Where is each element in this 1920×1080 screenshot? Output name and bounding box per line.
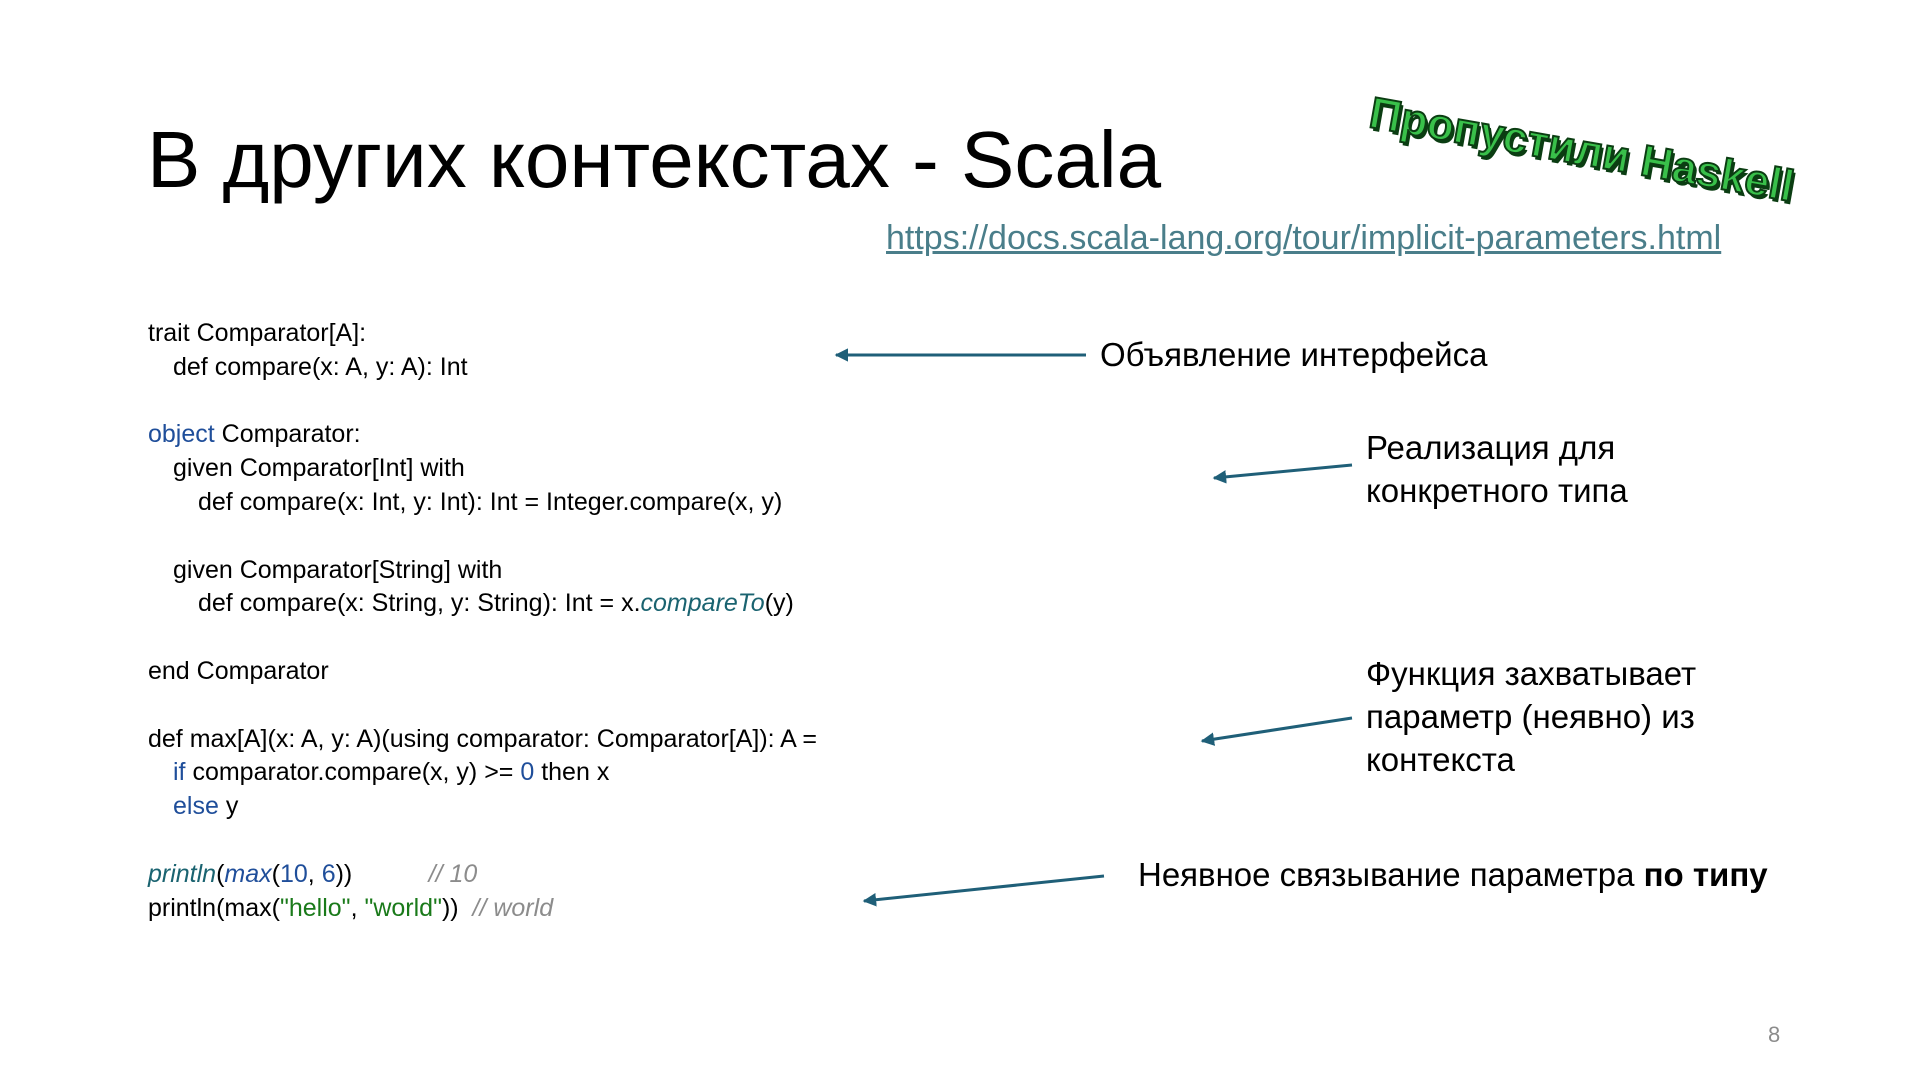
code-line <box>148 351 817 385</box>
code-keyword: else <box>173 792 219 821</box>
code-line <box>148 486 817 520</box>
note-text: конкретного типа <box>1366 472 1628 509</box>
code-line <box>148 892 817 926</box>
code-method: compareTo <box>640 589 765 618</box>
code-line <box>148 790 817 824</box>
code-line <box>148 418 817 452</box>
code-text: y <box>218 792 239 821</box>
code-text: println(max( <box>148 893 280 922</box>
arrow-capture <box>1202 718 1352 741</box>
note-text: Неявное связывание параметра <box>1138 856 1644 893</box>
blank-line <box>148 520 817 554</box>
code-number: 0 <box>520 758 535 787</box>
blank-line <box>148 689 817 723</box>
note-interface-declaration <box>1100 333 1487 376</box>
code-text: (y) <box>764 589 794 618</box>
note-text: параметр (неявно) из <box>1366 698 1695 735</box>
code-text: )) <box>335 859 353 888</box>
code-keyword: object <box>148 420 215 449</box>
code-text: end Comparator <box>148 656 329 685</box>
code-line <box>148 655 817 689</box>
code-line <box>148 756 817 790</box>
docs-link[interactable]: https://docs.scala-lang.org/tour/implicit-parameters.html <box>886 219 1722 257</box>
note-capture <box>1366 652 1696 781</box>
note-text: Реализация для <box>1366 429 1616 466</box>
code-text: ( <box>271 859 280 888</box>
code-text: def compare(x: String, y: String): Int = x. <box>198 589 641 618</box>
code-number: 10 <box>279 859 308 888</box>
arrow-implementation <box>1214 465 1352 478</box>
code-text: , <box>307 859 322 888</box>
blank-line <box>148 385 817 419</box>
code-function: println <box>148 859 217 888</box>
code-keyword: if <box>173 758 186 787</box>
code-line <box>148 587 817 621</box>
code-text: ( <box>216 859 225 888</box>
code-text: def compare(x: A, y: A): Int <box>173 352 468 381</box>
slide-title: В других контекстах - Scala <box>147 115 1162 204</box>
code-text: trait Comparator[A]: <box>148 319 367 347</box>
code-text: )) <box>441 893 473 922</box>
code-text: comparator.compare(x, y) >= <box>185 758 521 787</box>
code-text: , <box>350 893 365 922</box>
code-text: Comparator: <box>214 420 361 449</box>
code-string: "hello" <box>279 893 351 922</box>
stamp-text: Пропустили Haskell <box>1365 88 1798 212</box>
code-text: given Comparator[Int] with <box>173 454 465 483</box>
code-function: max <box>224 859 272 888</box>
note-text: Функция захватывает <box>1366 655 1697 692</box>
code-line <box>148 858 817 892</box>
page-number: 8 <box>1768 1022 1781 1047</box>
note-text: Объявление интерфейса <box>1100 336 1488 373</box>
code-comment: // 10 <box>428 859 478 888</box>
note-text: контекста <box>1366 741 1515 778</box>
arrow-binding <box>864 876 1104 901</box>
blank-line <box>148 824 817 858</box>
code-spacer <box>352 860 428 888</box>
code-text: then x <box>534 758 610 787</box>
code-string: "world" <box>364 893 442 922</box>
note-emphasis: по типу <box>1643 856 1768 893</box>
code-line <box>148 723 817 757</box>
blank-line <box>148 621 817 655</box>
code-line <box>148 452 817 486</box>
code-text: def max[A](x: A, y: A)(using comparator: Comparator[A]): A = <box>148 724 818 753</box>
code-line <box>148 554 817 588</box>
code-text: def compare(x: Int, y: Int): Int = Integer.compare(x, y) <box>198 487 783 516</box>
code-block <box>148 317 817 925</box>
code-line <box>148 317 817 351</box>
note-implementation <box>1366 426 1628 512</box>
note-binding <box>1138 853 1768 896</box>
code-text: given Comparator[String] with <box>173 555 503 584</box>
code-number: 6 <box>321 859 336 888</box>
code-comment: // world <box>472 893 554 922</box>
